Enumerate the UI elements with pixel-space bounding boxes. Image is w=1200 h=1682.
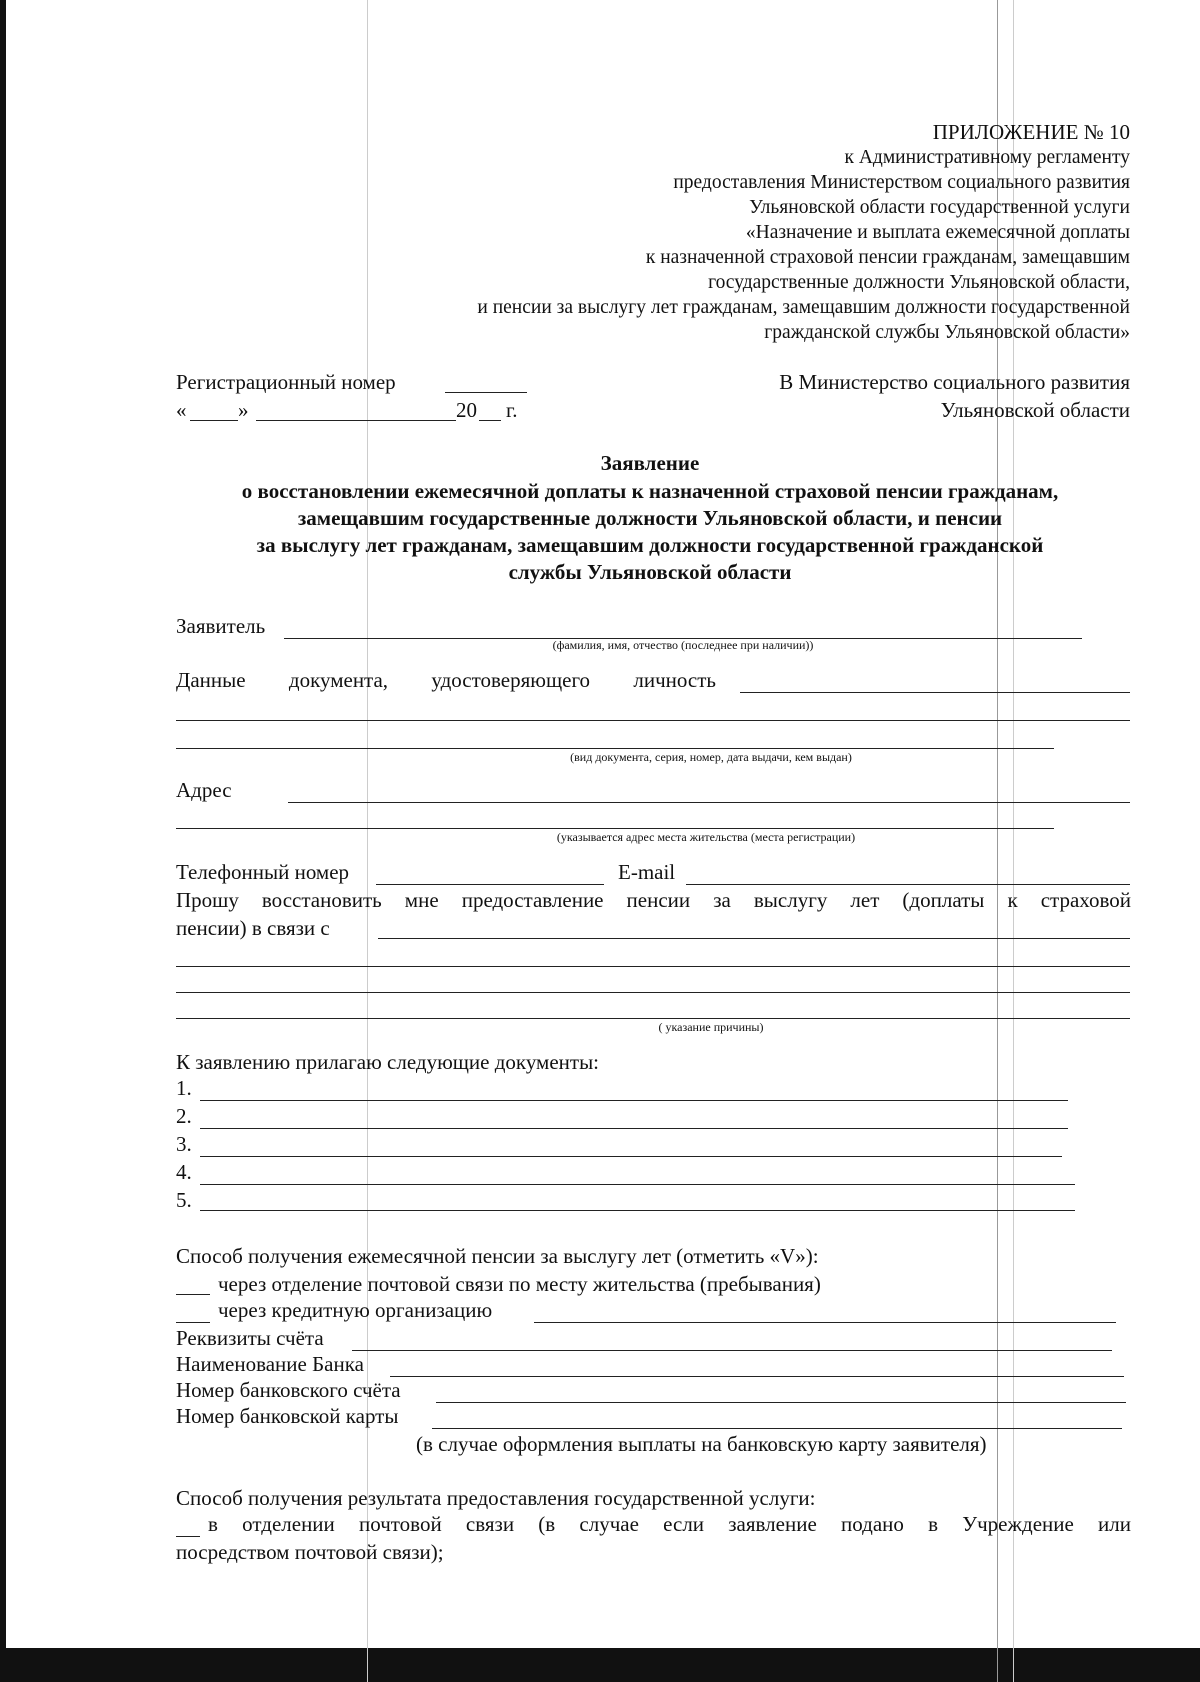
account-details-field[interactable]	[352, 1350, 1112, 1351]
identity-word: удостоверяющего	[431, 668, 591, 692]
reason-field[interactable]	[176, 992, 1130, 993]
bank-option-label: через кредитную организацию	[218, 1298, 493, 1322]
result-post-checkbox[interactable]	[176, 1536, 200, 1537]
identity-field[interactable]	[740, 692, 1130, 693]
annex-line: Ульяновской области государственной услуги	[749, 197, 1130, 218]
registration-year-field[interactable]	[479, 420, 501, 421]
identity-field[interactable]	[176, 748, 1054, 749]
annex-line: к Административному регламенту	[844, 147, 1130, 168]
reason-field[interactable]	[378, 938, 1130, 939]
attachment-number: 5.	[176, 1188, 192, 1212]
identity-label	[176, 668, 716, 693]
annex-line: государственные должности Ульяновской области,	[708, 272, 1130, 293]
registration-label: Регистрационный номер	[176, 370, 396, 394]
attachment-number: 2.	[176, 1104, 192, 1128]
result-option-line: в отделении почтовой связи (в случае если заявление подано в Учреждение или	[208, 1512, 1131, 1536]
attachment-field[interactable]	[200, 1210, 1075, 1211]
phone-field[interactable]	[376, 884, 604, 885]
card-number-field[interactable]	[432, 1428, 1122, 1429]
applicant-label: Заявитель	[176, 614, 266, 638]
subtitle-line: замещавшим государственные должности Ульяновской области, и пенсии	[297, 506, 1003, 530]
request-line: пенсии) в связи с	[176, 916, 330, 940]
attachments-label: К заявлению прилагаю следующие документы:	[176, 1050, 600, 1074]
attachment-field[interactable]	[200, 1100, 1068, 1101]
attachment-field[interactable]	[200, 1156, 1062, 1157]
year-prefix: 20	[456, 398, 477, 422]
year-suffix: г.	[506, 398, 518, 422]
post-option-checkbox[interactable]	[176, 1294, 210, 1295]
address-label: Адрес	[176, 778, 232, 802]
address-field[interactable]	[288, 802, 1130, 803]
address-field[interactable]	[176, 828, 1054, 829]
post-option-label: через отделение почтовой связи по месту жительства (пребывания)	[218, 1272, 821, 1296]
attachment-number: 3.	[176, 1132, 192, 1156]
scan-edge-left	[0, 0, 6, 1682]
request-line: Прошу восстановить мне предоставление пенсии за выслугу лет (доплаты к страховой	[176, 888, 1131, 912]
registration-month-field[interactable]	[256, 420, 456, 421]
annex-line: и пенсии за выслугу лет гражданам, замещавшим должности государственной	[477, 297, 1130, 318]
reason-field[interactable]	[176, 966, 1130, 967]
address-caption: (указывается адрес места жительства (места регистрации)	[556, 830, 856, 844]
card-note: (в случае оформления выплаты на банковскую карту заявителя)	[416, 1432, 987, 1456]
open-quote: «	[176, 398, 187, 422]
email-label: E-mail	[618, 860, 676, 884]
attachment-field[interactable]	[200, 1128, 1068, 1129]
document-subtitle	[170, 478, 1130, 586]
identity-word: документа,	[288, 668, 389, 692]
bank-name-field[interactable]	[390, 1376, 1124, 1377]
account-details-label: Реквизиты счёта	[176, 1326, 324, 1350]
identity-word: Данные	[176, 668, 246, 692]
identity-field[interactable]	[176, 720, 1130, 721]
registration-day-field[interactable]	[190, 420, 238, 421]
close-quote: »	[238, 398, 249, 422]
attachment-number: 1.	[176, 1076, 192, 1100]
annex-line: предоставления Министерством социального развития	[673, 172, 1130, 193]
annex-line: «Назначение и выплата ежемесячной доплаты	[745, 222, 1130, 243]
document-title: Заявление	[600, 451, 700, 475]
subtitle-line: о восстановлении ежемесячной доплаты к назначенной страховой пенсии гражданам,	[241, 479, 1059, 503]
result-option-line: посредством почтовой связи);	[176, 1540, 444, 1564]
addressee-line: Ульяновской области	[940, 398, 1130, 422]
annex-number: ПРИЛОЖЕНИЕ № 10	[932, 120, 1130, 144]
email-field[interactable]	[686, 884, 1130, 885]
identity-caption: (вид документа, серия, номер, дата выдачи, кем выдан)	[570, 750, 852, 764]
registration-number-field[interactable]	[445, 392, 527, 393]
identity-word: личность	[633, 668, 716, 692]
bank-option-checkbox[interactable]	[176, 1322, 210, 1323]
subtitle-line: за выслугу лет гражданам, замещавшим должности государственной гражданской	[256, 533, 1044, 557]
card-number-label: Номер банковской карты	[176, 1404, 399, 1428]
account-number-label: Номер банковского счёта	[176, 1378, 401, 1402]
annex-line: к назначенной страховой пенсии гражданам, замещавшим	[645, 247, 1130, 268]
account-number-field[interactable]	[436, 1402, 1126, 1403]
subtitle-line: службы Ульяновской области	[508, 560, 792, 584]
annex-line: гражданской службы Ульяновской области»	[764, 322, 1130, 343]
reason-caption: ( указание причины)	[658, 1020, 764, 1034]
bank-name-label: Наименование Банка	[176, 1352, 364, 1376]
addressee-line: В Министерство социального развития	[779, 370, 1130, 394]
result-label: Способ получения результата предоставления государственной услуги:	[176, 1486, 816, 1510]
attachment-field[interactable]	[200, 1184, 1075, 1185]
attachment-number: 4.	[176, 1160, 192, 1184]
applicant-caption: (фамилия, имя, отчество (последнее при наличии))	[552, 638, 814, 652]
annex-block	[477, 120, 1130, 345]
bank-organization-field[interactable]	[534, 1322, 1116, 1323]
reason-field[interactable]	[176, 1018, 1130, 1019]
phone-label: Телефонный номер	[176, 860, 350, 884]
scan-edge-bottom	[0, 1648, 1200, 1682]
payment-label: Способ получения ежемесячной пенсии за выслугу лет (отметить «V»):	[176, 1244, 819, 1268]
